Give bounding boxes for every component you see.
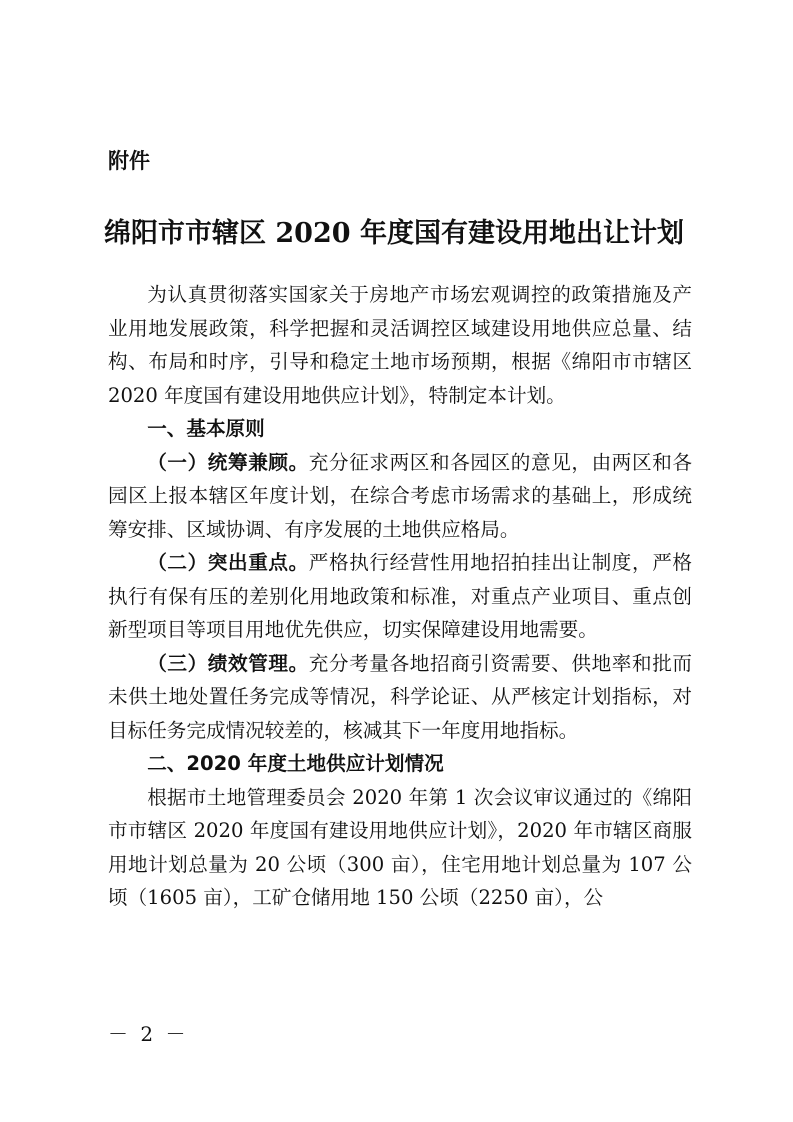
supply-plan-paragraph: 根据市土地管理委员会 2020 年第 1 次会议审议通过的《绵阳市市辖区 2020 年度国有建设用地供应计划》，2020 年市辖区商服用地计划总量为 20 公顷（300 亩），住宅用地计划总量为 107 公顷（1605 亩），工矿仓储用地 150 公顷（2250 亩），公	[108, 785, 692, 909]
principle-text: 严格执行经营性用地招拍挂出让制度，严格执行有保有压的差别化用地政策和标准，对重点产业项目、重点创新型项目等项目用地优先供应，切实保障建设用地需要。	[108, 551, 693, 641]
principle-text: 充分考量各地招商引资需要、供地率和批而未供土地处置任务完成等情况，科学论证、从严核定计划指标，对目标任务完成情况较差的，核减其下一年度用地指标。	[108, 651, 693, 742]
page-number: － 2 －	[108, 1022, 189, 1046]
principle-lead: （一）统筹兼顾。	[147, 450, 309, 474]
principle-lead: （二）突出重点。	[147, 551, 309, 574]
section-heading-principles: 一、基本原则	[147, 417, 265, 440]
attachment-label: 附件	[108, 149, 150, 173]
principle-paragraph	[108, 446, 692, 547]
principle-text: 充分征求两区和各园区的意见，由两区和各园区上报本辖区年度计划，在综合考虑市场需求的基础上，形成统筹安排、区域协调、有序发展的土地供应格局。	[108, 450, 693, 541]
principle-lead: （三）绩效管理。	[147, 651, 309, 675]
document-title: 绵阳市市辖区 2020 年度国有建设用地出让计划	[104, 218, 684, 249]
section-heading-supply-plan: 二、2020 年度土地供应计划情况	[147, 752, 444, 775]
document-body	[108, 278, 692, 915]
intro-paragraph: 为认真贯彻落实国家关于房地产市场宏观调控的政策措施及产业用地发展政策，科学把握和灵活调控区域建设用地供应总量、结构、布局和时序，引导和稳定土地市场预期，根据《绵阳市市辖区 2020 年度国有建设用地供应计划》，特制定本计划。	[108, 283, 692, 407]
principle-paragraph	[108, 546, 692, 647]
principle-paragraph	[108, 647, 692, 748]
